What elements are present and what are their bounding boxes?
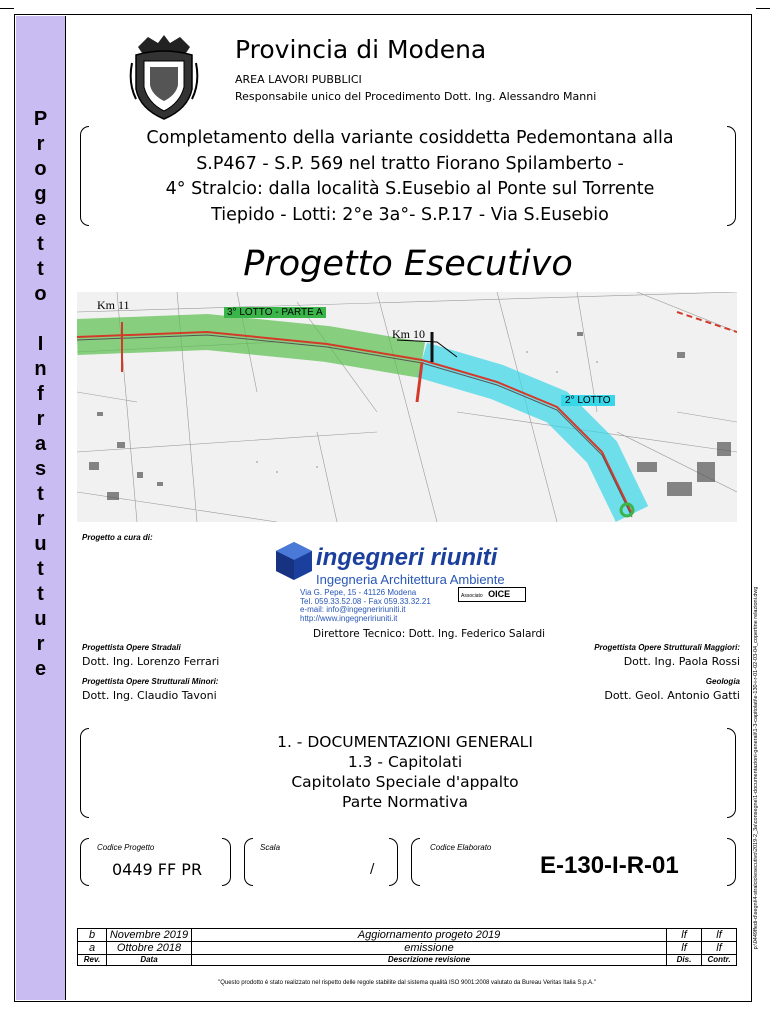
corner-mark [0,8,14,9]
vertical-letter: n [34,358,47,380]
bracket-right [727,838,736,886]
descr-cell: emissione [192,942,667,955]
vertical-letter: g [34,183,47,205]
scala-label: Scala [260,843,281,852]
bracket-right [727,126,736,226]
document-line: 1.3 - Capitolati [347,753,463,771]
rev-cell: a [78,942,107,955]
minori-label: Progettista Opere Strutturali Minori: [82,677,219,686]
firm-email: e-mail: info@ingegneririuniti.it [300,605,406,614]
vertical-letter: t [37,558,44,580]
bracket-left [80,838,89,886]
ingegneri-riuniti-logo-icon [273,540,315,582]
vertical-letter: o [34,283,47,305]
firm-contacts [300,589,431,623]
geologia-label: Geologia [705,677,740,686]
vertical-letter: P [33,108,48,130]
vertical-letter: t [37,233,44,255]
contr-cell: lf [702,942,737,955]
elaborato-label: Codice Elaborato [430,843,492,852]
revision-table [77,928,737,966]
descr-cell: Aggiornamento progeto 2019 [192,929,667,942]
contr-cell: lf [702,929,737,942]
project-title-line: S.P467 - S.P. 569 nel tratto Fiorano Spilamberto - [196,153,624,174]
vertical-letter: t [37,583,44,605]
vertical-title [16,107,65,682]
header-subinfo [235,71,596,105]
vertical-letter: r [36,508,45,530]
dis-cell: lf [667,929,702,942]
km10-label: Km 10 [392,327,425,341]
table-row [78,929,737,942]
vertical-letter: t [37,483,44,505]
project-title-line: 4° Stralcio: dalla località S.Eusebio al Ponte sul Torrente [165,179,655,199]
firm-phone: Tel. 059.33.52.08 - Fax 059.33.32.21 [300,596,431,606]
maggiori-name: Dott. Ing. Paola Rossi [623,655,740,668]
file-path-text: p:\0449ffedi-d\segni\4-stralcio\esecutivo\2019-2_3a\consegne\1-documentazioni-generali\1-3-capitolati\e-130-i-r-01-02-03-04_copertine relazioni.dwg [753,586,759,950]
minori-name: Dott. Ing. Claudio Tavoni [82,689,217,702]
elaborato-value: E-130-I-R-01 [540,852,679,879]
direttore-tecnico: Direttore Tecnico: Dott. Ing. Federico Salardi [313,628,546,640]
corner-mark [756,8,770,9]
bracket-right [222,838,231,886]
document-line: Parte Normativa [342,793,468,811]
bracket-right [727,728,736,818]
table-header-row [78,955,737,966]
vertical-letter: u [34,533,47,555]
codice-label: Codice Progetto [97,843,155,852]
stradali-name: Dott. Ing. Lorenzo Ferrari [82,655,220,668]
quality-footer: "Questo prodotto è stato realizzato nel rispetto delle regole stabilite dal sistema qualità ISO 9001:2008 valutato da Bureau Veritas Italia S.p.A." [218,980,596,986]
vertical-letter: t [37,258,44,280]
vertical-letter: s [34,458,47,480]
codice-value: 0449 FF PR [112,860,203,879]
firm-address: Via G. Pepe, 15 - 41126 Modena [300,588,417,597]
project-title [95,126,725,228]
header-cell: Data [107,955,192,966]
maggiori-label: Progettista Opere Strutturali Maggiori: [594,643,740,652]
scala-value: / [370,862,375,877]
vertical-letter: r [36,408,45,430]
km11-label: Km 11 [97,298,130,312]
curato-label: Progetto a cura di: [82,533,153,542]
associato-label: Associato [461,593,483,599]
bracket-left [244,838,253,886]
bracket-left [80,728,89,818]
area-label: AREA LAVORI PUBBLICI [235,73,362,86]
firm-name: ingegneri riuniti [316,544,498,571]
header-cell: Dis. [667,955,702,966]
document-line: Capitolato Speciale d'appalto [291,773,519,791]
bracket-left [411,838,420,886]
bracket-left [80,126,89,226]
document-description [90,732,720,812]
vertical-letter: u [34,608,47,630]
oice-label: OICE [488,589,511,599]
rev-cell: b [78,929,107,942]
date-cell: Novembre 2019 [107,929,192,942]
page-title: Provincia di Modena [235,35,487,64]
bracket-right [389,838,398,886]
header-cell: Contr. [702,955,737,966]
vertical-letter: a [34,433,47,455]
lotto2-label: 2° LOTTO [561,395,615,406]
dis-cell: lf [667,942,702,955]
oice-badge [458,587,526,602]
project-title-line: Completamento della variante cosiddetta Pedemontana alla [146,128,674,148]
firm-tagline: Ingegneria Architettura Ambiente [316,572,505,587]
vertical-letter: f [37,383,44,405]
lotto3-label: 3° LOTTO - PARTE A [224,307,326,318]
date-cell: Ottobre 2018 [107,942,192,955]
geologia-name: Dott. Geol. Antonio Gatti [604,689,740,702]
phase-title: Progetto Esecutivo [243,244,573,284]
responsabile-label: Responsabile unico del Procedimento Dott. Ing. Alessandro Manni [235,90,597,103]
stradali-label: Progettista Opere Stradali [82,643,181,652]
site-map [77,292,737,522]
vertical-letter [16,307,65,332]
vertical-letter: e [34,658,47,680]
vertical-letter: I [37,333,44,355]
table-row [78,942,737,955]
header-cell: Descrizione revisione [192,955,667,966]
document-line: 1. - DOCUMENTAZIONI GENERALI [277,733,533,751]
project-title-line: Tiepido - Lotti: 2°e 3a°- S.P.17 - Via S.Eusebio [211,204,609,225]
vertical-letter: r [36,633,45,655]
firm-web: http://www.ingegneririuniti.it [300,613,398,623]
file-path [751,530,761,1010]
provincia-crest-icon [128,33,200,121]
vertical-letter: o [34,158,47,180]
vertical-letter: r [36,133,45,155]
vertical-letter: e [34,208,47,230]
header-cell: Rev. [78,955,107,966]
